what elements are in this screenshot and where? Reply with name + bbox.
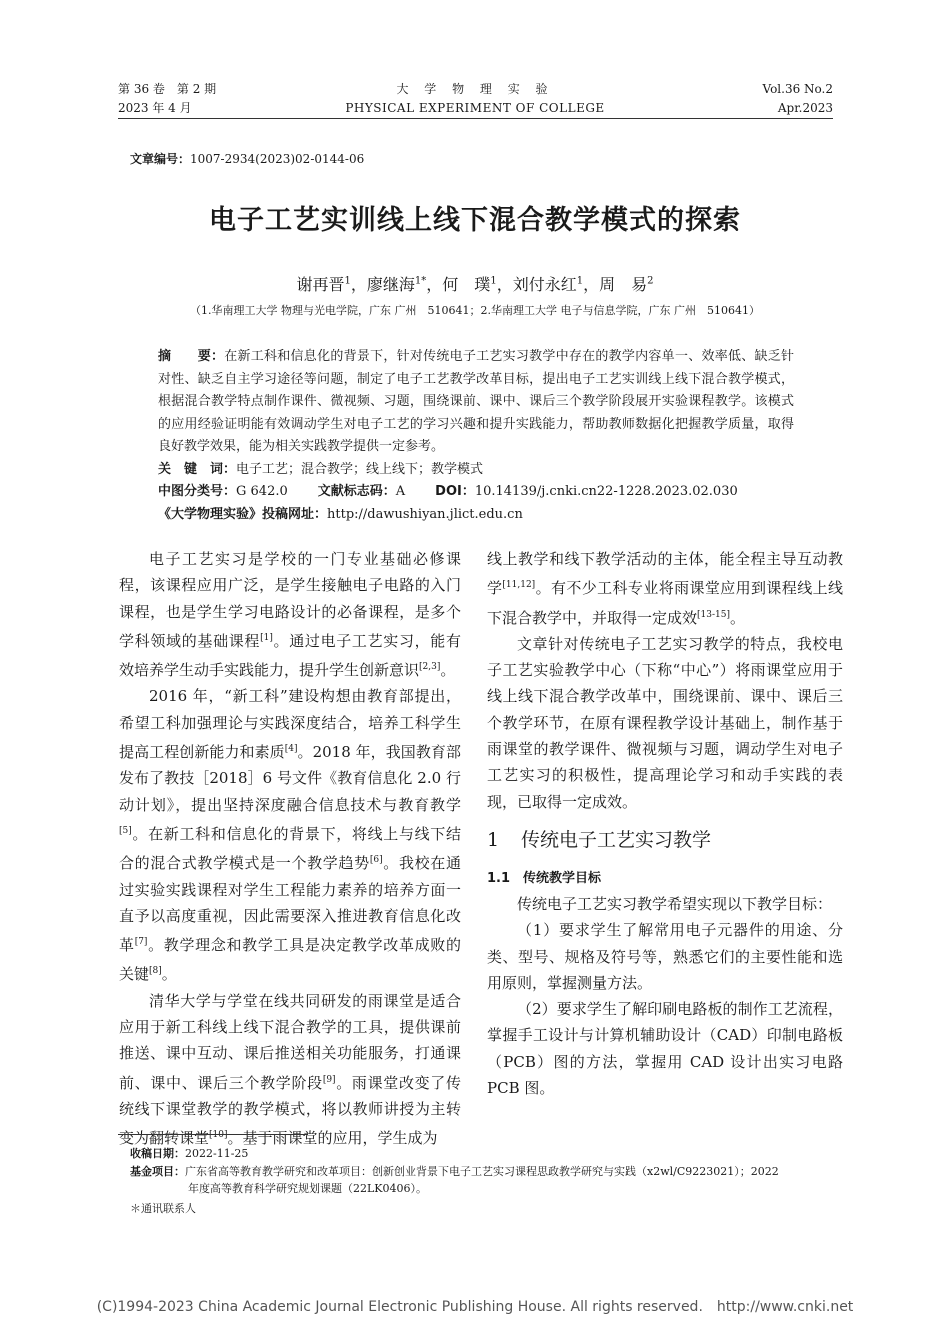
citation-ref: [10] [209,1130,228,1141]
body-paragraph [487,631,843,815]
keywords [158,459,794,482]
journal-name-en: PHYSICAL EXPERIMENT OF COLLEGE [345,101,605,115]
citation-ref: [13-15] [697,609,730,620]
website-label: 《大学物理实验》投稿网址： [158,506,328,522]
article-number-label: 文章编号： [130,152,191,166]
citation-ref: [8] [149,966,162,977]
author-affiliation-mark: 1 [490,275,497,287]
subsection-number: 1.1 [487,870,511,886]
right-column-intro [487,546,843,815]
body-paragraph [487,546,843,631]
paragraph-text: 传统电子工艺实习教学希望实现以下教学目标： [517,894,833,913]
received-label: 收稿日期： [130,1147,185,1160]
clc-label: 中图分类号： [158,484,237,499]
doi-value: 10.14139/j.cnki.cn22-1228.2023.02.030 [474,484,738,499]
subsection-title: 传统教学目标 [523,870,602,886]
abstract-label: 摘 要： [158,349,225,364]
issue-date: 2023 年 4 月 [118,101,192,115]
body-column-left [119,546,461,1152]
citation-ref: [5] [119,825,132,836]
fund-line-2: 年度高等教育科学研究规划课题（22LK0406）。 [188,1182,428,1195]
author-separator: ， [496,275,513,294]
footnote-rule [118,1134,308,1135]
author-name: 刘付永红 [512,275,577,294]
fund-line-1: 广东省高等教育教学研究和改革项目：创新创业背景下电子工艺实习课程思政教学研究与实践（x2wl/C9223021）；2022 [185,1165,779,1178]
abstract-text: 在新工科和信息化的背景下，针对传统电子工艺实习教学中存在的教学内容单一、效率低、缺乏针对性、缺乏自主学习途径等问题，制定了电子工艺教学改革目标，提出电子工艺实训线上线下混合教学模式，根据混合教学特点制作课件、微视频、习题，围绕课前、课中、课后三个教学阶段展开实验课程教学。该模式的应用经验证明能有效调动学生对电子工艺的学习兴趣和提升实践能力，帮助教师数据化把握教学质量，取得良好教学效果，能为相关实践教学提供一定参考。 [158,349,794,454]
article-number-value: 1007-2934(2023)02-0144-06 [190,152,365,166]
paragraph-text: 。教学理念和教学工具是决定教学改革成败的关键 [119,936,461,984]
doc-code-label: 文献标志码： [317,484,396,499]
paragraph-text: （1）要求学生了解常用电子元器件的用途、分类、型号、规格及符号等，熟悉它们的主要性能和选用原则，掌握测量方法。 [487,921,843,992]
paragraph-text: 2016 年，“新工科”建设构想由教育部提出，希望工科加强理论与实践深度结合，培养工科学生提高工程创新能力和素质 [119,687,461,762]
classification-line [158,481,794,504]
abstract-block [158,346,794,526]
paragraph-text: （2）要求学生了解印刷电路板的制作工艺流程，掌握手工设计与计算机辅助设计（CAD）印制电路板（PCB）图的方法，掌握用 CAD 设计出实习电路 PCB 图。 [487,1000,843,1098]
paragraph-text: 。2018 年，我国教育部发布了教技［2018］6 号文件《教育信息化 2.0 行动计划》，提出坚持深度融合信息技术与教育教学 [119,743,461,814]
paragraph-text: 。有不少工科专业将雨课堂应用到课程线上线下混合教学中，并取得一定成效 [487,579,843,627]
paragraph-text: 。在新工科和信息化的背景下，将线上与线下结合的混合式教学模式是一个教学趋势 [119,824,461,873]
paragraph-text: 。 [729,608,745,627]
abstract [158,346,794,459]
fund-project [130,1163,830,1197]
paragraph-text: 。通过电子工艺实习，能有效培养学生动手实践能力，提升学生创新意识 [119,631,461,680]
body-paragraph [119,988,461,1152]
right-column-body [487,891,843,1101]
citation-ref: [6] [369,855,383,866]
citation-ref: [4] [284,744,298,755]
doc-code-value: A [395,484,406,499]
citation-ref: [9] [322,1074,336,1085]
author-separator: ， [350,275,367,294]
volume-issue: 第 36 卷 第 2 期 [118,82,217,96]
journal-name-cn: 大 学 物 理 实 验 [396,82,554,96]
doi-label: DOI： [435,484,475,499]
keywords-text: 电子工艺；混合教学；线上线下；教学模式 [236,461,484,477]
citation-ref: [11,12] [502,580,536,591]
header-rule [118,118,833,119]
volume-issue-en: Vol.36 No.2 [762,82,833,96]
body-paragraph [487,917,843,996]
author-name: 周 易 [599,275,648,294]
author-name: 何 璞 [442,275,491,294]
paragraph-text: 。我校在通过实验实践课程对学生工程能力素养的培养方面一直予以高度重视，因此需要深入推进教育信息化改革 [119,854,461,955]
author-affiliation-mark: 2 [647,275,654,287]
paragraph-text: 。 [440,661,456,680]
author-affiliation-mark: 1 [576,275,584,287]
copyright-line: (C)1994-2023 China Academic Journal Electronic Publishing House. All rights reserved. http://www.cnki.net [96,1299,854,1315]
website-line [158,504,794,527]
paper-title: 电子工艺实训线上线下混合教学模式的探索 [209,205,741,236]
section-heading-1 [487,827,843,853]
citation-ref: [7] [134,937,148,948]
article-number [130,150,364,167]
paragraph-text: 。雨课堂改变了传统线下课堂教学的教学模式，将以教师讲授为主转变为翻转课堂 [119,1073,461,1148]
received-date [130,1145,830,1162]
running-header-center [300,80,650,118]
author-affiliation-mark: 1* [414,275,427,287]
issue-date-en: Apr.2023 [777,101,833,115]
received-value: 2022-11-25 [185,1147,249,1160]
clc-value: G 642.0 [236,484,288,499]
paragraph-text: 清华大学与学堂在线共同研发的雨课堂是适合应用于新工科线上线下混合教学的工具，提供课前推送、课中互动、课后推送相关功能服务，打通课前、课中、课后三个教学阶段 [119,991,461,1092]
section-title: 传统电子工艺实习教学 [521,828,712,851]
fund-label: 基金项目： [130,1165,185,1178]
paragraph-text: 电子工艺实习是学校的一门专业基础必修课程，该课程应用广泛，是学生接触电子电路的入门课程，也是学生学习电路设计的必备课程，是多个学科领域的基础课程 [119,550,461,650]
section-number: 1 [487,828,500,851]
corresponding-author-note: ＊通讯联系人 [130,1202,196,1215]
citation-ref: [1] [260,632,273,643]
body-column-right [487,546,843,1101]
body-paragraph [487,996,843,1101]
affiliation: （1.华南理工大学 物理与光电学院，广东 广州 510641；2.华南理工大学 电子与信息学院，广东 广州 510641） [190,304,760,317]
author-name: 廖继海 [366,275,415,294]
subsection-heading-1-1 [487,867,843,891]
author-separator: ， [426,275,443,294]
body-paragraph [119,683,461,987]
body-paragraph [487,891,843,917]
author-list [0,272,950,295]
paragraph-text: 线上教学和线下教学活动的主体，能全程主导互动教学 [487,550,843,598]
paragraph-text: 。 [161,965,177,984]
author-separator: ， [583,275,600,294]
keywords-label: 关 键 词： [158,461,237,477]
paragraph-text: 文章针对传统电子工艺实习教学的特点，我校电子工艺实验教学中心（下称“中心”）将雨课堂应用于线上线下混合教学改革中，围绕课前、课中、课后三个教学环节，在原有课程教学设计基础上，制作基于雨课堂的教学课件、微视频与习题，调动学生对电子工艺实习的积极性，提高理论学习和动手实践的表现，已取得一定成效。 [487,634,843,811]
author-name: 谢再晋 [296,275,345,294]
citation-ref: [2,3] [419,662,441,673]
paragraph-text: 。基于雨课堂的应用，学生成为 [227,1129,438,1148]
running-header-left [118,80,216,118]
author-affiliation-mark: 1 [344,275,351,287]
website-url[interactable]: http://dawushiyan.jlict.edu.cn [327,506,523,522]
body-paragraph [119,546,461,683]
running-header-right [763,80,834,118]
